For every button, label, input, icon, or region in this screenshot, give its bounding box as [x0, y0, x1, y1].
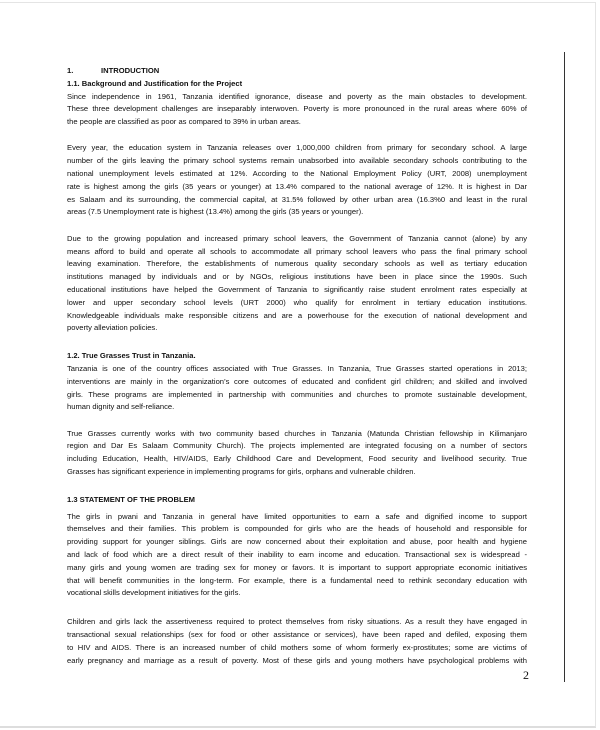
text-line: The girls in pwani and Tanzania in general have limited opportunities to earn a safe and dignified income to support [67, 511, 527, 521]
text-line: Knowledgeable individuals make responsible citizens and are a powerhouse for the execution of national development and [67, 310, 527, 320]
paragraph [67, 233, 527, 335]
paragraph [67, 363, 527, 414]
subsection-heading-background: 1.1. Background and Justification for the Project [67, 78, 243, 88]
text-line: es Salaam and its surrounding, the commercial capital, at 31.5% followed by other urban area (16.3%0 and least in the rural [67, 194, 527, 204]
text-line: Children and girls lack the assertiveness required to protect themselves from risky situations. As a result they have engaged in [67, 617, 527, 627]
text-line: Tanzania is one of the country offices associated with True Grasses. In Tanzania, True Grasses started operations in 2013; [67, 363, 527, 373]
section-number: 1. [67, 66, 74, 75]
text-line: lower and upper secondary school levels (URT 2000) who qualify for enrolment in tertiary education institutions. [67, 297, 527, 307]
text-line: transactional sexual relationships (sex for food or other assistance or services), have been raped and defiled, exposing them [67, 629, 527, 639]
text-line: Since independence in 1961, Tanzania identified ignorance, disease and poverty as the main obstacles to development. [67, 91, 527, 101]
text-line: Grasses has significant experience in implementing programs for girls, orphans and vulnerable children. [67, 467, 416, 477]
text-line: educational institutions have helped the Government of Tanzania to significantly raise student enrolment rates especially at [67, 284, 527, 294]
text-line: the people are classified as poor as compared to 39% in urban areas. [67, 117, 301, 127]
text-line: These three development challenges are inseparably interwoven. Poverty is more pronounced in the rural areas where 60% of [67, 104, 527, 114]
text-line: themselves and their families. This problem is compounded for girls who are the heads of household and responsible for [67, 524, 527, 534]
margin-rule [564, 52, 565, 682]
text-line: Every year, the education system in Tanzania releases over 1,000,000 children from primary for secondary school. A large [67, 143, 527, 153]
text-line: early pregnancy and marriage as a result of poverty. Most of these girls and young mothers have psychological problems with [67, 655, 527, 665]
text-line: human dignity and self-reliance. [67, 402, 175, 412]
text-line: to HIV and AIDS. There is an increased number of child mothers some of whom formerly ex-prostitutes; some are victims of [67, 642, 527, 652]
text-line: areas (7.5 Unemployment rate is highest (13.4%) among the girls (35 years or younger). [67, 207, 364, 217]
text-line: leaving examination. Therefore, the establishments of numerous quality secondary schools as well as tertiary education [67, 259, 527, 269]
paragraph [67, 428, 527, 479]
text-line: and lack of food which are a direct result of their inability to earn income and education. Transactional sex is widespread - [67, 550, 527, 559]
paragraph [67, 91, 527, 129]
text-line: rate is highest among the girls (35 years or younger) at 13.4% compared to the national average of 12%. It is highest in Dar [67, 181, 527, 191]
text-line: number of the girls leaving the primary school systems remain unabsorbed into available secondary schools contributing to the [67, 156, 527, 166]
text-line: interventions are mainly in the organization’s core outcomes of educated and confident girl children; and skilled and involved [67, 376, 527, 386]
document-body [67, 65, 527, 681]
text-line: national unemployment levels estimated at 12%. According to the National Employment Policy (URT, 2008) unemployment [67, 169, 527, 179]
text-line: girls. These programs are implemented in partnership with communities and churches to promote sustainable development, [67, 389, 527, 399]
section-title: INTRODUCTION [101, 66, 160, 75]
paragraph [67, 616, 527, 667]
page-number: 2 [523, 668, 529, 682]
text-line: providing support for younger siblings. Girls are now concerned about their exploitation and abuse, poor health and hygiene [67, 537, 527, 547]
text-line: means afford to build and operate all schools to accommodate all primary school leavers who pass the final primary school [67, 246, 527, 256]
text-line: vocational skills development initiatives for the girls. [67, 588, 241, 598]
section-heading-introduction [67, 65, 527, 78]
paragraph [67, 142, 527, 219]
subsection-heading-problem-statement: 1.3 STATEMENT OF THE PROBLEM [67, 494, 195, 504]
text-line: region and Dar Es Salaam Community Church). The projects implemented are integrated focusing on a number of sectors [67, 441, 527, 451]
text-line: institutions managed by individuals and or by NGOs, religious institutions have been in place since the 1990s. Such [67, 272, 527, 282]
paragraph [67, 511, 527, 601]
text-line: that will benefit communities in the long-term. For example, there is a fundamental need to rethink secondary education with [67, 575, 527, 585]
text-line: poverty alleviation policies. [67, 323, 158, 333]
text-line: including Education, Health, HIV/AIDS, Early Childhood Care and Development, Food security and livelihood security. True [67, 454, 527, 464]
text-line: many girls and young women are trading sex for money or favors. It is important to support appropriate economic initiatives [67, 562, 527, 572]
text-line: Due to the growing population and increased primary school leavers, the Government of Tanzania cannot (alone) by any [67, 233, 527, 243]
subsection-heading-true-grasses: 1.2. True Grasses Trust in Tanzania. [67, 351, 196, 361]
text-line: True Grasses currently works with two community based churches in Tanzania (Matunda Christian fellowship in Kilimanjaro [67, 428, 527, 438]
